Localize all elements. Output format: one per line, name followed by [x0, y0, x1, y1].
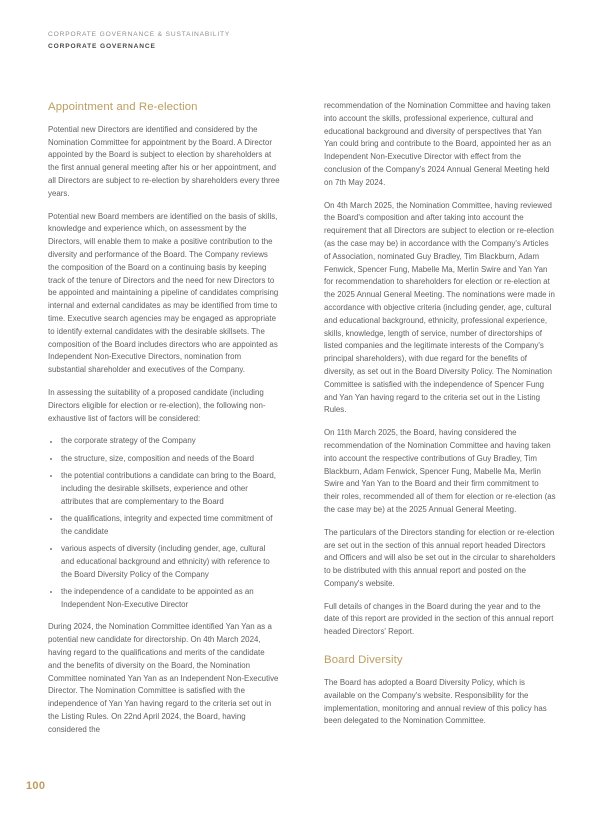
list-item — [48, 513, 280, 539]
paragraph: The particulars of the Directors standing for election or re-election are set out in the section of this annual report headed Directors and Officers and will also be set out in the circular to shareholders to be distributed with this annual report and posted on the Company's website. — [324, 527, 556, 588]
paragraph: Potential new Board members are identified on the basis of skills, knowledge and experience which, on assessment by the Directors, will enable them to make a positive contribution to the diversity and performance of the Board. The Company reviews the composition of the Board on a continuing basis by keeping track of the tenure of Directors and the need for new Directors to be appointed and maintaining a pipeline of candidates comprising internal and external candidates as may be identified from time to time. Executive search agencies may be engaged as appropriate to identify external candidates with the desirable skillsets. The composition of the Board includes directors who are appointed as Independent Non-Executive Directors, nomination from substantial shareholder and executives of the Company. — [48, 211, 279, 375]
section-heading-board-diversity: Board Diversity — [324, 654, 403, 667]
list-item — [48, 543, 280, 581]
paragraph: During 2024, the Nomination Committee identified Yan Yan as a potential new candidate for directorship. On 4th March 2024, having regard to the qualifications and merits of the candidate and the benefits of diversity on the Board, the Nomination Committee nominated Yan Yan as an Independent Non-Executive Director. The Nomination Committee is satisfied with the independence of Yan Yan having regard to the criteria set out in the Listing Rules. On 22nd April 2024, the Board, having considered the — [48, 622, 279, 734]
paragraph: Full details of changes in the Board during the year and to the date of this report are provided in the section of this annual report headed Directors' Report. — [324, 601, 554, 637]
right-column — [324, 100, 556, 737]
paragraph: recommendation of the Nomination Committee and having taken into account the skills, professional experience, cultural and educational background and diversity of perspectives that Yan Yan could bring and contribute to the Board, appointed her as an Independent Non-Executive Director with effect from the conclusion of the Company's 2024 Annual General Meeting held on 7th May 2024. — [324, 101, 552, 187]
paragraph: On 4th March 2025, the Nomination Committee, having reviewed the Board's composition and after taking into account the requirement that all Directors are subject to election or re-election (as the case may be) in accordance with the Company's Articles of Association, nominated Guy Bradley, Tim Blackburn, Adam Fenwick, Spencer Fung, Mabelle Ma, Merlin Swire and Yan Yan for recommendation to shareholders for election or re-election at the 2025 Annual General Meeting. The nominations were made in accordance with objective criteria (including gender, age, cultural and educational background, ethnicity, professional experience, skills, knowledge, length of service, number of directorships of listed companies and the legitimate interests of the Company's principal shareholders), with due regard for the benefits of diversity, as set out in the Board Diversity Policy. The Nomination Committee is satisfied with the independence of Spencer Fung and Yan Yan having regard to the criteria set out in the Listing Rules. — [324, 200, 555, 415]
list-item — [48, 435, 280, 448]
bullet-icon — [50, 591, 52, 593]
list-item-label: the corporate strategy of the Company — [61, 436, 196, 446]
list-item — [48, 586, 280, 612]
page-number: 100 — [26, 780, 46, 792]
list-item-label: the potential contributions a candidate can bring to the Board, including the desirable skillsets, experience and other attributes that are complementary to the Board — [61, 470, 276, 506]
paragraph: In assessing the suitability of a proposed candidate (including Directors eligible for election or re-election), the following non-exhaustive list of factors will be considered: — [48, 387, 266, 423]
left-column — [48, 100, 280, 737]
bullet-icon — [50, 475, 52, 477]
list-item — [48, 470, 280, 508]
body-columns — [48, 100, 556, 737]
paragraph: Potential new Directors are identified and considered by the Nomination Committee for appointment by the Board. A Director appointed by the Board is subject to election by shareholders at the first annual general meeting after his or her appointment, and all Directors are subject to re-election by shareholders every three years. — [48, 124, 280, 198]
paragraph: On 11th March 2025, the Board, having considered the recommendation of the Nomination Committee and having taken into account the respective contributions of Guy Bradley, Tim Blackburn, Adam Fenwick, Spencer Fung, Mabelle Ma, Merlin Swire and Yan Yan to the Board and their firm commitment to their roles, recommended all of them for election or re-election (as the case may be) at the 2025 Annual General Meeting. — [324, 428, 556, 514]
selection-criteria-list — [48, 435, 280, 611]
list-item-label: various aspects of diversity (including gender, age, cultural and educational background and ethnicity) with reference to the Board Diversity Policy of the Company — [61, 543, 270, 579]
bullet-icon — [50, 441, 52, 443]
page-title: Appointment and Re-election — [48, 101, 198, 113]
bullet-icon — [50, 518, 52, 520]
list-item-label: the independence of a candidate to be appointed as an Independent Non-Executive Director — [61, 586, 254, 609]
paragraph: The Board has adopted a Board Diversity Policy, which is available on the Company's website. Responsibility for the implementation, monitoring and annual review of this policy has been delegated to the Nomination Committee. — [324, 677, 547, 726]
bullet-icon — [50, 548, 52, 550]
running-header — [48, 30, 230, 51]
running-header-section: CORPORATE GOVERNANCE & SUSTAINABILITY — [48, 31, 231, 38]
bullet-icon — [50, 458, 52, 460]
list-item — [48, 453, 280, 466]
list-item-label: the structure, size, composition and needs of the Board — [61, 453, 254, 463]
running-header-title: CORPORATE GOVERNANCE — [48, 42, 156, 50]
list-item-label: the qualifications, integrity and expected time commitment of the candidate — [61, 513, 273, 536]
